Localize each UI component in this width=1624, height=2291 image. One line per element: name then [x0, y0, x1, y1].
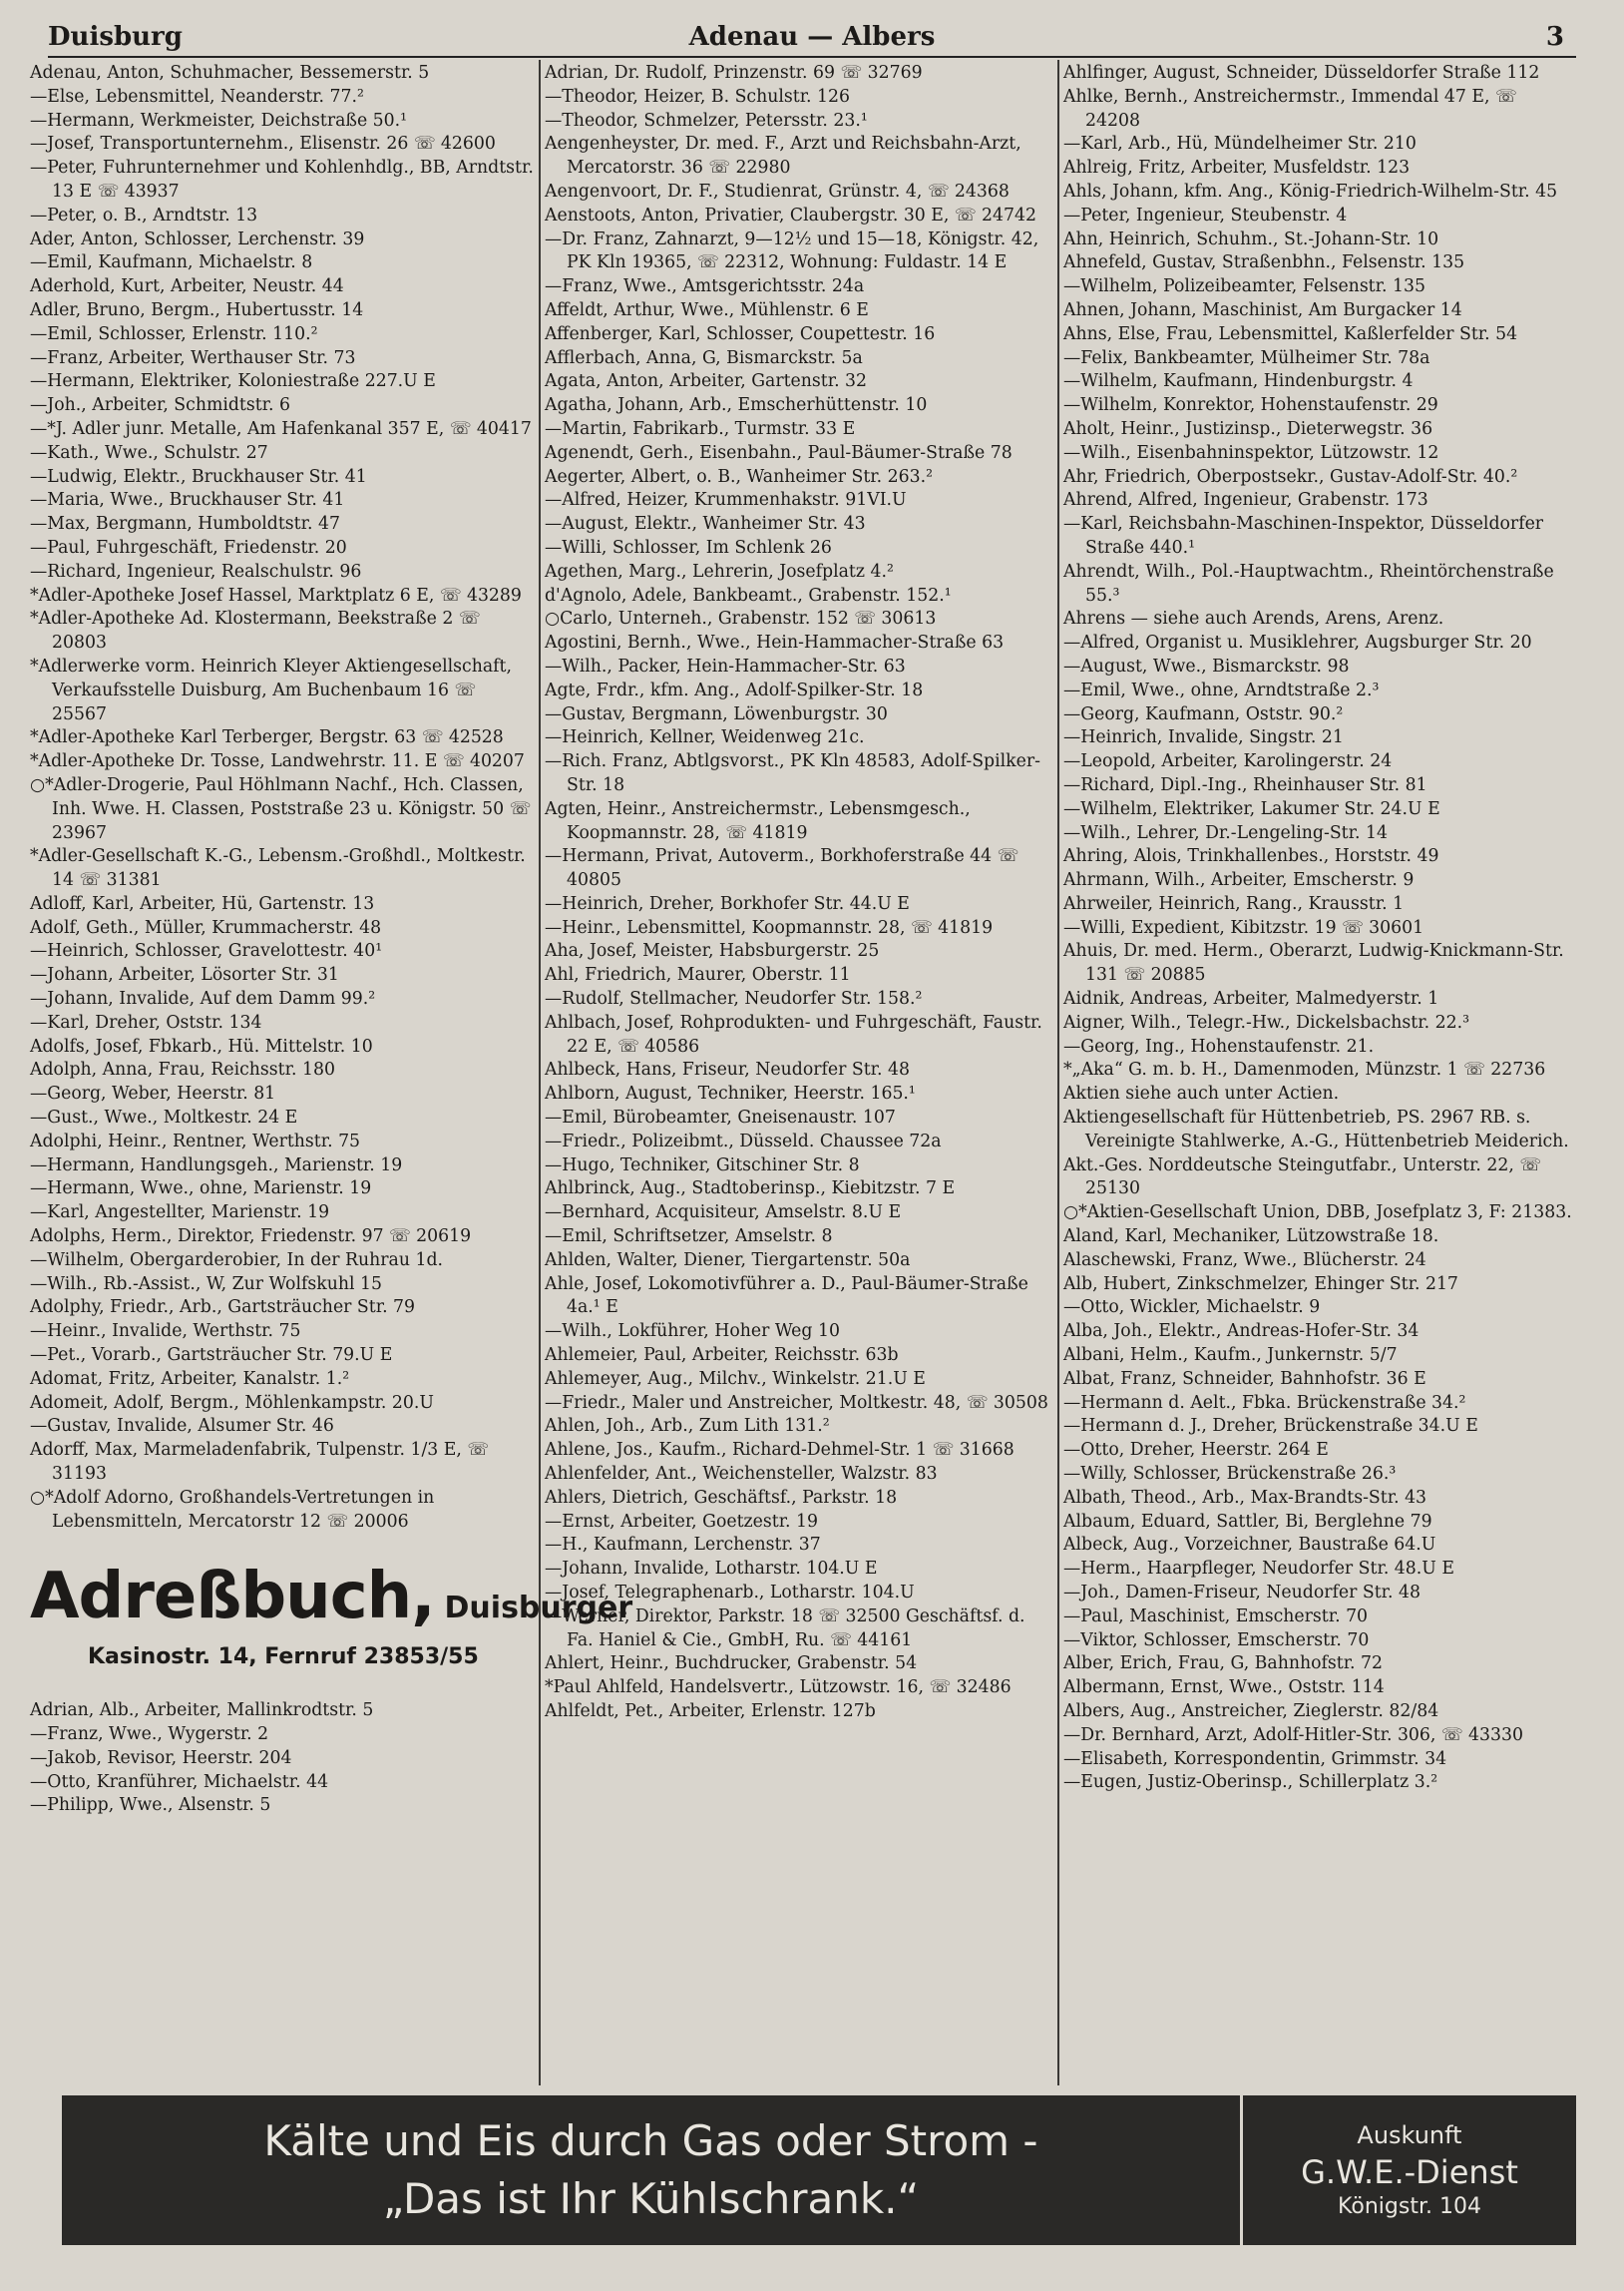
directory-entry: —Richard, Ingenieur, Realschulstr. 96	[30, 561, 362, 582]
directory-entry: —Jakob, Revisor, Heerstr. 204	[30, 1747, 292, 1768]
directory-entry: Albani, Helm., Kaufm., Junkernstr. 5/7	[1063, 1345, 1398, 1366]
directory-entry: —Georg, Kaufmann, Oststr. 90.²	[1063, 703, 1344, 724]
directory-entry: —Heinr., Lebensmittel, Koopmannstr. 28, ☏ 41819	[545, 917, 994, 938]
directory-entry: Agte, Frdr., kfm. Ang., Adolf-Spilker-Str. 18	[545, 680, 924, 700]
directory-entry: Alber, Erich, Frau, G, Bahnhofstr. 72	[1063, 1653, 1384, 1674]
directory-entry: —Joh., Damen-Friseur, Neudorfer Str. 48	[1063, 1583, 1421, 1603]
directory-entry: Ahl, Friedrich, Maurer, Oberstr. 11	[545, 965, 851, 986]
directory-entry: —Ludwig, Elektr., Bruckhauser Str. 41	[30, 466, 367, 487]
directory-entry: —Willi, Expedient, Kibitzstr. 19 ☏ 30601	[1063, 917, 1424, 938]
directory-entry: —Hermann, Handlungsgeh., Marienstr. 19	[30, 1154, 403, 1175]
directory-entry: —Paul, Fuhrgeschäft, Friedenstr. 20	[30, 537, 347, 558]
directory-entry: —Emil, Kaufmann, Michaelstr. 8	[30, 252, 313, 273]
directory-entry: Agatha, Johann, Arb., Emscherhüttenstr. 10	[545, 395, 928, 416]
directory-entry: Adolf, Geth., Müller, Krummacherstr. 48	[30, 917, 382, 938]
directory-entry: Adloff, Karl, Arbeiter, Hü, Gartenstr. 13	[30, 893, 375, 914]
directory-entry: Ahlemeyer, Aug., Milchv., Winkelstr. 21.U E	[545, 1368, 926, 1389]
directory-entry: —Wilh., Lehrer, Dr.-Lengeling-Str. 14	[1063, 822, 1388, 843]
directory-entry: —Peter, o. B., Arndtstr. 13	[30, 205, 258, 226]
directory-entry: Ahrendt, Wilh., Pol.-Hauptwachtm., Rheintörchenstraße 55.³	[1063, 561, 1554, 606]
directory-entry: Ahlden, Walter, Diener, Tiergartenstr. 50a	[545, 1249, 911, 1270]
page-number: 3	[1545, 22, 1564, 52]
directory-entry: —Karl, Angestellter, Marienstr. 19	[30, 1202, 330, 1223]
directory-entry: —Otto, Dreher, Heerstr. 264 E	[1063, 1440, 1329, 1461]
directory-entry: —Karl, Reichsbahn-Maschinen-Inspektor, Düsseldorfer Straße 440.¹	[1063, 514, 1544, 558]
directory-entry: —Franz, Wwe., Wygerstr. 2	[30, 1724, 269, 1744]
directory-entry: —Martin, Fabrikarb., Turmstr. 33 E	[545, 418, 856, 439]
directory-entry: —Elisabeth, Korrespondentin, Grimmstr. 34	[1063, 1748, 1447, 1769]
directory-entry: —Wilh., Lokführer, Hoher Weg 10	[545, 1321, 840, 1342]
directory-entry: Aidnik, Andreas, Arbeiter, Malmedyerstr. 1	[1063, 989, 1439, 1010]
directory-entry: Akt.-Ges. Norddeutsche Steingutfabr., Unterstr. 22, ☏ 25130	[1063, 1154, 1542, 1199]
directory-list	[545, 62, 1053, 1724]
directory-entry: —Rudolf, Stellmacher, Neudorfer Str. 158.²	[545, 989, 923, 1010]
banner-slogan	[62, 2095, 1243, 2245]
directory-entry: Adorff, Max, Marmeladenfabrik, Tulpenstr. 1/3 E, ☏ 31193	[30, 1440, 489, 1485]
directory-entry: —Leopold, Arbeiter, Karolingerstr. 24	[1063, 751, 1393, 772]
ad-subtitle: Duisburger	[444, 1591, 633, 1626]
directory-entry: Ahuis, Dr. med. Herm., Oberarzt, Ludwig-Knickmann-Str. 131 ☏ 20885	[1063, 941, 1564, 986]
directory-entry: Ahlfinger, August, Schneider, Düsseldorfer Straße 112	[1063, 63, 1540, 83]
directory-entry: —Wilh., Eisenbahninspektor, Lützowstr. 12	[1063, 442, 1439, 463]
directory-entry: *Adler-Apotheke Ad. Klostermann, Beekstraße 2 ☏ 20803	[30, 609, 481, 654]
directory-entry: —Otto, Wickler, Michaelstr. 9	[1063, 1297, 1321, 1318]
directory-entry: Adolfs, Josef, Fbkarb., Hü. Mittelstr. 10	[30, 1036, 373, 1057]
ad-title-row	[30, 1560, 633, 1643]
directory-entry: *Adlerwerke vorm. Heinrich Kleyer Aktiengesellschaft, Verkaufsstelle Duisburg, Am Buchenbaum 16 ☏ 25567	[30, 656, 512, 724]
banner-info	[1243, 2095, 1576, 2245]
directory-entry: —Hermann, Privat, Autoverm., Borkhoferstraße 44 ☏ 40805	[545, 846, 1019, 891]
directory-entry: —Peter, Ingenieur, Steubenstr. 4	[1063, 205, 1348, 226]
directory-entry: —Werner, Direktor, Parkstr. 18 ☏ 32500 Geschäftsf. d. Fa. Haniel & Cie., GmbH, Ru. ☏ 44161	[545, 1605, 1025, 1650]
directory-entry: Ahlemeier, Paul, Arbeiter, Reichsstr. 63b	[545, 1345, 899, 1366]
directory-entry: —Johann, Arbeiter, Lösorter Str. 31	[30, 965, 339, 986]
directory-entry: Alb, Hubert, Zinkschmelzer, Ehinger Str. 217	[1063, 1273, 1458, 1294]
directory-entry: d'Agnolo, Adele, Bankbeamt., Grabenstr. 152.¹	[545, 585, 952, 606]
directory-entry: Ahlen, Joh., Arb., Zum Lith 131.²	[545, 1416, 830, 1437]
directory-entry: —Johann, Invalide, Auf dem Damm 99.²	[30, 989, 376, 1010]
directory-entry: Agethen, Marg., Lehrerin, Josefplatz 4.²	[545, 561, 894, 582]
directory-entry: —Wilh., Packer, Hein-Hammacher-Str. 63	[545, 656, 906, 677]
directory-entry: —Dr. Bernhard, Arzt, Adolf-Hitler-Str. 306, ☏ 43330	[1063, 1724, 1523, 1745]
directory-entry: Alaschewski, Franz, Wwe., Blücherstr. 24	[1063, 1249, 1426, 1270]
directory-entry: *Adler-Apotheke Dr. Tosse, Landwehrstr. 11. E ☏ 40207	[30, 751, 525, 772]
directory-entry: *Paul Ahlfeld, Handelsvertr., Lützowstr. 16, ☏ 32486	[545, 1677, 1012, 1698]
directory-entry: Ahlbrinck, Aug., Stadtoberinsp., Kiebitzstr. 7 E	[545, 1178, 956, 1199]
directory-entry: —Josef, Transportunternehm., Elisenstr. 26 ☏ 42600	[30, 134, 496, 155]
directory-entry: Ahrend, Alfred, Ingenieur, Grabenstr. 173	[1063, 490, 1428, 511]
directory-entry: —Rich. Franz, Abtlgsvorst., PK Kln 48583, Adolf-Spilker-Str. 18	[545, 751, 1040, 795]
banner-side-name: G.W.E.-Dienst	[1301, 2153, 1518, 2191]
directory-entry: Aengenheyster, Dr. med. F., Arzt und Reichsbahn-Arzt, Mercatorstr. 36 ☏ 22980	[545, 134, 1021, 179]
directory-entry: —Heinr., Invalide, Werthstr. 75	[30, 1321, 301, 1342]
page-header	[48, 22, 1576, 58]
directory-entry: —Joh., Arbeiter, Schmidtstr. 6	[30, 395, 291, 416]
directory-entry: Ahr, Friedrich, Oberpostsekr., Gustav-Adolf-Str. 40.²	[1063, 466, 1518, 487]
directory-entry: —Otto, Kranführer, Michaelstr. 44	[30, 1771, 329, 1792]
directory-entry: —Gustav, Bergmann, Löwenburgstr. 30	[545, 703, 888, 724]
directory-entry: —Herm., Haarpfleger, Neudorfer Str. 48.U E	[1063, 1559, 1454, 1580]
directory-entry: —Heinrich, Schlosser, Gravelottestr. 40¹	[30, 941, 383, 962]
directory-entry: —Willy, Schlosser, Brückenstraße 26.³	[1063, 1464, 1397, 1485]
directory-entry: —Georg, Weber, Heerstr. 81	[30, 1084, 276, 1105]
directory-entry: —Wilhelm, Obergarderobier, In der Ruhrau 1d.	[30, 1249, 444, 1270]
directory-entry: *Adler-Apotheke Josef Hassel, Marktplatz 6 E, ☏ 43289	[30, 585, 522, 606]
directory-entry: —Pet., Vorarb., Gartsträucher Str. 79.U E	[30, 1345, 393, 1366]
directory-entry: *Adler-Apotheke Karl Terberger, Bergstr. 63 ☏ 42528	[30, 727, 504, 748]
directory-entry: —Hermann d. J., Dreher, Brückenstraße 34.U E	[1063, 1416, 1478, 1437]
directory-entry: Adler, Bruno, Bergm., Hubertusstr. 14	[30, 299, 364, 320]
directory-entry: —Willi, Schlosser, Im Schlenk 26	[545, 537, 832, 558]
directory-entry: —Dr. Franz, Zahnarzt, 9—12½ und 15—18, Königstr. 42, PK Kln 19365, ☏ 22312, Wohnung: Fuldastr. 14 E	[545, 229, 1039, 273]
banner-side-address: Königstr. 104	[1338, 2194, 1481, 2219]
directory-entry: Ahlke, Bernh., Anstreichermstr., Immendal 47 E, ☏ 24208	[1063, 86, 1517, 131]
directory-entry: Ahlert, Heinr., Buchdrucker, Grabenstr. 54	[545, 1653, 918, 1674]
directory-entry: Aktien siehe auch unter Actien.	[1063, 1084, 1340, 1105]
directory-entry: —Paul, Maschinist, Emscherstr. 70	[1063, 1605, 1369, 1626]
directory-list	[30, 1699, 535, 1818]
directory-entry: —Philipp, Wwe., Alsenstr. 5	[30, 1795, 271, 1816]
directory-entry: —Emil, Bürobeamter, Gneisenaustr. 107	[545, 1108, 896, 1129]
banner-line-2: „Das ist Ihr Kühlschrank.“	[382, 2174, 920, 2223]
directory-entry: ○*Aktien-Gesellschaft Union, DBB, Josefplatz 3, F: 21383.	[1063, 1202, 1572, 1223]
column-divider	[539, 60, 541, 2085]
directory-entry: Ader, Anton, Schlosser, Lerchenstr. 39	[30, 229, 365, 249]
ad-address: Kasinostr. 14, Fernruf 23853/55	[88, 1644, 479, 1670]
column-2	[545, 62, 1053, 2077]
header-range: Adenau — Albers	[688, 22, 936, 52]
directory-entry: Albat, Franz, Schneider, Bahnhofstr. 36 E	[1063, 1368, 1426, 1389]
directory-entry: Afflerbach, Anna, G, Bismarckstr. 5a	[545, 347, 863, 368]
directory-entry: Albermann, Ernst, Wwe., Oststr. 114	[1063, 1677, 1385, 1698]
ad-title: Adreßbuch,	[30, 1560, 435, 1634]
directory-entry: Affenberger, Karl, Schlosser, Coupettestr. 16	[545, 323, 936, 344]
directory-entry: Agostini, Bernh., Wwe., Hein-Hammacher-Straße 63	[545, 633, 1005, 654]
directory-entry: —*J. Adler junr. Metalle, Am Hafenkanal 357 E, ☏ 40417	[30, 418, 532, 439]
directory-entry: Adomeit, Adolf, Bergm., Möhlenkampstr. 20.U	[30, 1392, 434, 1413]
directory-entry: —Karl, Arb., Hü, Mündelheimer Str. 210	[1063, 134, 1417, 155]
directory-entry: —Emil, Schlosser, Erlenstr. 110.²	[30, 323, 318, 344]
directory-entry: Albaum, Eduard, Sattler, Bi, Berglehne 79	[1063, 1511, 1432, 1532]
column-3	[1063, 62, 1572, 2077]
directory-entry: ○*Adolf Adorno, Großhandels-Vertretungen in Lebensmitteln, Mercatorstr 12 ☏ 20006	[30, 1487, 435, 1532]
directory-entry: Alba, Joh., Elektr., Andreas-Hofer-Str. 34	[1063, 1321, 1420, 1342]
directory-entry: Adolphy, Friedr., Arb., Gartsträucher Str. 79	[30, 1297, 416, 1318]
directory-entry: —Georg, Ing., Hohenstaufenstr. 21.	[1063, 1036, 1375, 1057]
directory-entry: Ahn, Heinrich, Schuhm., St.-Johann-Str. 10	[1063, 229, 1439, 249]
banner-side-label: Auskunft	[1357, 2121, 1462, 2149]
directory-entry: —Peter, Fuhrunternehmer und Kohlenhdlg., BB, Arndtstr. 13 E ☏ 43937	[30, 158, 534, 202]
directory-entry: —Alfred, Organist u. Musiklehrer, Augsburger Str. 20	[1063, 633, 1532, 654]
directory-entry: Ahring, Alois, Trinkhallenbes., Horststr. 49	[1063, 846, 1439, 867]
directory-entry: Ahlfeldt, Pet., Arbeiter, Erlenstr. 127b	[545, 1700, 876, 1721]
directory-entry: —Heinrich, Kellner, Weidenweg 21c.	[545, 727, 865, 748]
directory-entry: —Felix, Bankbeamter, Mülheimer Str. 78a	[1063, 347, 1430, 368]
header-city: Duisburg	[48, 22, 183, 52]
directory-entry: Aktiengesellschaft für Hüttenbetrieb, PS. 2967 RB. s. Vereinigte Stahlwerke, A.-G., Hüttenbetrieb Meiderich.	[1063, 1108, 1569, 1151]
directory-entry: —Hermann, Werkmeister, Deichstraße 50.¹	[30, 110, 408, 131]
directory-entry: —Franz, Wwe., Amtsgerichtsstr. 24a	[545, 276, 865, 297]
directory-entry: —Heinrich, Invalide, Singstr. 21	[1063, 727, 1344, 748]
directory-entry: —Max, Bergmann, Humboldtstr. 47	[30, 514, 340, 535]
directory-entry: Aha, Josef, Meister, Habsburgerstr. 25	[545, 941, 880, 962]
directory-list	[30, 62, 535, 1534]
directory-entry: —Wilh., Rb.-Assist., W, Zur Wolfskuhl 15	[30, 1273, 382, 1294]
directory-entry: —Theodor, Heizer, B. Schulstr. 126	[545, 86, 851, 107]
directory-list	[1063, 62, 1572, 1795]
bottom-banner-ad	[62, 2095, 1576, 2245]
directory-entry: —Johann, Invalide, Lotharstr. 104.U E	[545, 1559, 878, 1580]
directory-entry: —Josef, Telegraphenarb., Lotharstr. 104.U	[545, 1583, 915, 1603]
directory-entry: Ahrweiler, Heinrich, Rang., Krausstr. 1	[1063, 893, 1405, 914]
directory-entry: —August, Elektr., Wanheimer Str. 43	[545, 514, 866, 535]
directory-entry: Ahlenfelder, Ant., Weichensteller, Walzstr. 83	[545, 1464, 938, 1485]
directory-entry: Ahns, Else, Frau, Lebensmittel, Kaßlerfelder Str. 54	[1063, 323, 1518, 344]
directory-entry: Agten, Heinr., Anstreichermstr., Lebensmgesch., Koopmannstr. 28, ☏ 41819	[545, 798, 971, 843]
directory-entry: —Wilhelm, Konrektor, Hohenstaufenstr. 29	[1063, 395, 1438, 416]
directory-entry: —August, Wwe., Bismarckstr. 98	[1063, 656, 1350, 677]
directory-entry: Ahlbach, Josef, Rohprodukten- und Fuhrgeschäft, Faustr. 22 E, ☏ 40586	[545, 1012, 1042, 1057]
directory-entry: Adolphs, Herm., Direktor, Friedenstr. 97 ☏ 20619	[30, 1226, 472, 1247]
directory-entry: Adolph, Anna, Frau, Reichsstr. 180	[30, 1060, 335, 1081]
directory-entry: Ahrens — siehe auch Arends, Arens, Arenz.	[1063, 609, 1444, 630]
directory-entry: —Kath., Wwe., Schulstr. 27	[30, 442, 268, 463]
directory-entry: —Hermann, Wwe., ohne, Marienstr. 19	[30, 1178, 372, 1199]
directory-entry: —Hugo, Techniker, Gitschiner Str. 8	[545, 1154, 860, 1175]
directory-entry: —H., Kaufmann, Lerchenstr. 37	[545, 1535, 821, 1556]
directory-entry: —Else, Lebensmittel, Neanderstr. 77.²	[30, 86, 364, 107]
directory-entry: Aigner, Wilh., Telegr.-Hw., Dickelsbachstr. 22.³	[1063, 1012, 1470, 1033]
directory-entry: —Eugen, Justiz-Oberinsp., Schillerplatz 3.²	[1063, 1772, 1438, 1793]
directory-entry: Aenstoots, Anton, Privatier, Claubergstr. 30 E, ☏ 24742	[545, 205, 1036, 226]
directory-entry: —Viktor, Schlosser, Emscherstr. 70	[1063, 1629, 1370, 1650]
directory-entry: Ahlborn, August, Techniker, Heerstr. 165.¹	[545, 1084, 916, 1105]
directory-entry: —Bernhard, Acquisiteur, Amselstr. 8.U E	[545, 1202, 902, 1223]
directory-entry: Ahle, Josef, Lokomotivführer a. D., Paul-Bäumer-Straße 4a.¹ E	[545, 1273, 1028, 1318]
directory-entry: —Wilhelm, Elektriker, Lakumer Str. 24.U E	[1063, 798, 1440, 819]
directory-entry: Adenau, Anton, Schuhmacher, Bessemerstr. 5	[30, 63, 430, 83]
directory-entry: Ahlreig, Fritz, Arbeiter, Musfeldstr. 123	[1063, 158, 1411, 179]
directory-entry: Affeldt, Arthur, Wwe., Mühlenstr. 6 E	[545, 299, 869, 320]
directory-entry: Adomat, Fritz, Arbeiter, Kanalstr. 1.²	[30, 1368, 350, 1389]
directory-entry: —Gustav, Invalide, Alsumer Str. 46	[30, 1416, 334, 1437]
directory-entry: Albeck, Aug., Vorzeichner, Baustraße 64.U	[1063, 1535, 1436, 1556]
directory-entry: ○Carlo, Unterneh., Grabenstr. 152 ☏ 30613	[545, 609, 937, 630]
directory-entry: Ahlene, Jos., Kaufm., Richard-Dehmel-Str. 1 ☏ 31668	[545, 1440, 1015, 1461]
directory-entry: Ahls, Johann, kfm. Ang., König-Friedrich-Wilhelm-Str. 45	[1063, 181, 1558, 202]
publisher-ad	[30, 1560, 633, 1670]
directory-entry: —Hermann, Elektriker, Koloniestraße 227.U E	[30, 371, 436, 392]
directory-entry: —Emil, Wwe., ohne, Arndtstraße 2.³	[1063, 680, 1380, 700]
directory-entry: *Adler-Gesellschaft K.-G., Lebensm.-Großhdl., Moltkestr. 14 ☏ 31381	[30, 846, 526, 891]
directory-entry: Aengenvoort, Dr. F., Studienrat, Grünstr. 4, ☏ 24368	[545, 181, 1010, 202]
column-divider	[1057, 60, 1059, 2085]
directory-entry: —Friedr., Polizeibmt., Düsseld. Chaussee 72a	[545, 1131, 942, 1151]
directory-entry: —Richard, Dipl.-Ing., Rheinhauser Str. 81	[1063, 774, 1427, 795]
column-1	[30, 62, 633, 2077]
directory-entry: —Wilhelm, Polizeibeamter, Felsenstr. 135	[1063, 276, 1425, 297]
directory-entry: Adolphi, Heinr., Rentner, Werthstr. 75	[30, 1131, 361, 1151]
directory-entry: —Friedr., Maler und Anstreicher, Moltkestr. 48, ☏ 30508	[545, 1392, 1048, 1413]
directory-entry: Adrian, Dr. Rudolf, Prinzenstr. 69 ☏ 32769	[545, 63, 923, 83]
directory-entry: —Hermann d. Aelt., Fbka. Brückenstraße 34.²	[1063, 1392, 1466, 1413]
directory-entry: Ahlers, Dietrich, Geschäftsf., Parkstr. 18	[545, 1487, 898, 1508]
directory-entry: —Karl, Dreher, Oststr. 134	[30, 1012, 262, 1033]
directory-entry: —Emil, Schriftsetzer, Amselstr. 8	[545, 1226, 833, 1247]
directory-entry: —Wilhelm, Kaufmann, Hindenburgstr. 4	[1063, 371, 1414, 392]
directory-entry: —Theodor, Schmelzer, Petersstr. 23.¹	[545, 110, 868, 131]
directory-entry: Agenendt, Gerh., Eisenbahn., Paul-Bäumer-Straße 78	[545, 442, 1013, 463]
directory-entry: Aland, Karl, Mechaniker, Lützowstraße 18.	[1063, 1226, 1439, 1247]
directory-entry: —Maria, Wwe., Bruckhauser Str. 41	[30, 490, 345, 511]
directory-entry: Ahlbeck, Hans, Friseur, Neudorfer Str. 48	[545, 1060, 910, 1081]
directory-entry: Adrian, Alb., Arbeiter, Mallinkrodtstr. 5	[30, 1700, 374, 1721]
directory-entry: Aderhold, Kurt, Arbeiter, Neustr. 44	[30, 276, 344, 297]
directory-entry: —Franz, Arbeiter, Werthauser Str. 73	[30, 347, 356, 368]
directory-entry: —Gust., Wwe., Moltkestr. 24 E	[30, 1108, 298, 1129]
banner-line-1: Kälte und Eis durch Gas oder Strom -	[263, 2116, 1038, 2165]
directory-entry: Aholt, Heinr., Justizinsp., Dieterwegstr. 36	[1063, 418, 1433, 439]
directory-entry: Ahrmann, Wilh., Arbeiter, Emscherstr. 9	[1063, 870, 1415, 891]
directory-entry: —Heinrich, Dreher, Borkhofer Str. 44.U E	[545, 893, 910, 914]
directory-entry: Ahnefeld, Gustav, Straßenbhn., Felsenstr. 135	[1063, 252, 1465, 273]
directory-entry: —Alfred, Heizer, Krummenhakstr. 91VI.U	[545, 490, 907, 511]
directory-entry: Ahnen, Johann, Maschinist, Am Burgacker 14	[1063, 299, 1462, 320]
directory-entry: Albath, Theod., Arb., Max-Brandts-Str. 43	[1063, 1487, 1427, 1508]
directory-entry: Agata, Anton, Arbeiter, Gartenstr. 32	[545, 371, 868, 392]
directory-entry: —Ernst, Arbeiter, Goetzestr. 19	[545, 1511, 819, 1532]
directory-entry: Aegerter, Albert, o. B., Wanheimer Str. 263.²	[545, 466, 934, 487]
directory-entry: Albers, Aug., Anstreicher, Zieglerstr. 82/84	[1063, 1700, 1439, 1721]
directory-entry: ○*Adler-Drogerie, Paul Höhlmann Nachf., Hch. Classen, Inh. Wwe. H. Classen, Poststraße 23 u. Königstr. 50 ☏ 23967	[30, 774, 532, 843]
directory-entry: *„Aka“ G. m. b. H., Damenmoden, Münzstr. 1 ☏ 22736	[1063, 1060, 1546, 1081]
